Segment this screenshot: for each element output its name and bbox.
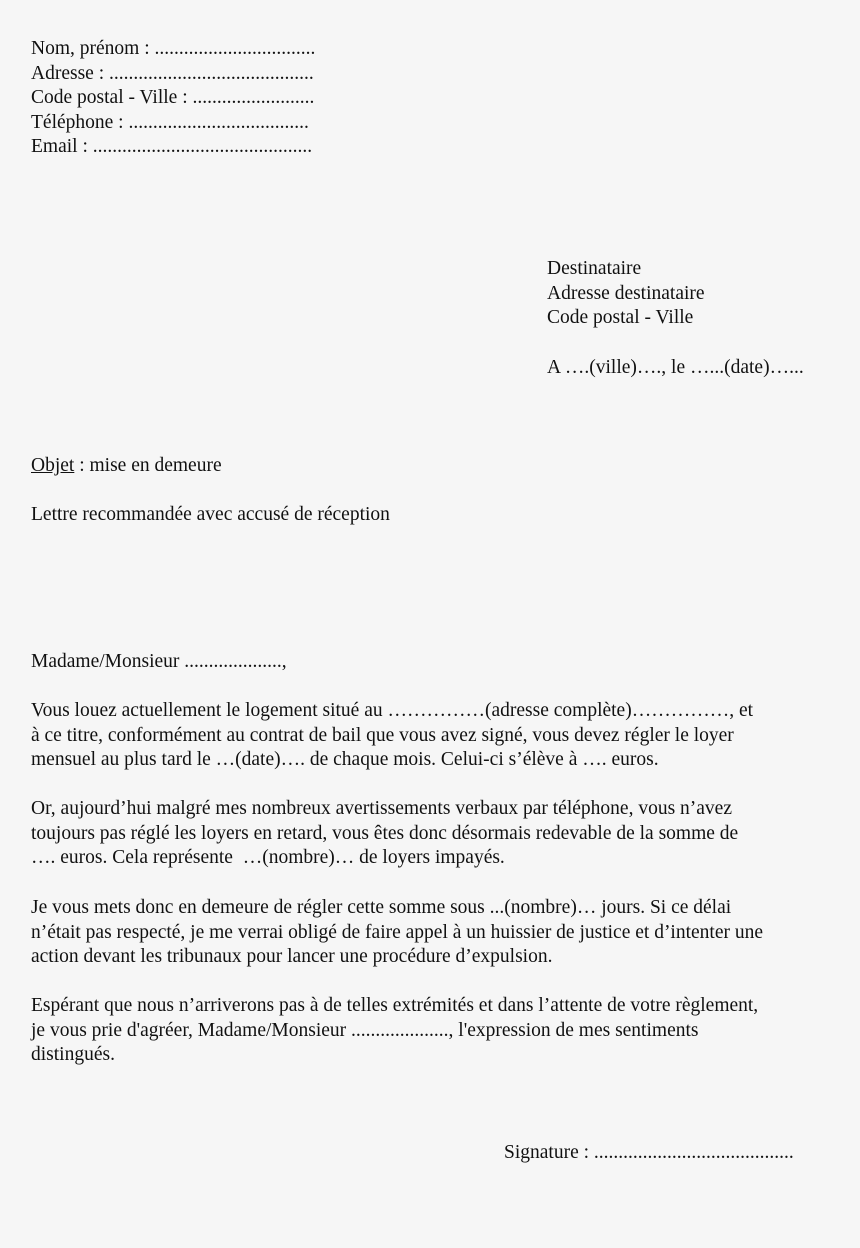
- paragraph-3: [31, 896, 763, 970]
- paragraph-line: n’était pas respecté, je me verrai obligé de faire appel à un huissier de justice et d’intenter une: [31, 921, 764, 943]
- paragraph-line: …. euros. Cela représente …(nombre)… de loyers impayés.: [31, 847, 505, 869]
- recipient-block: [547, 257, 705, 331]
- paragraph-line: Vous louez actuellement le logement situé au ……………(adresse complète)……………, et: [31, 700, 754, 721]
- paragraph-line: action devant les tribunaux pour lancer une procédure d’expulsion.: [31, 946, 553, 968]
- paragraph-line: Espérant que nous n’arriverons pas à de telles extrémités et dans l’attente de votre règlement,: [31, 995, 759, 1016]
- signature-line: Signature : .........................................: [504, 1142, 794, 1163]
- subject-text: : mise en demeure: [74, 455, 222, 476]
- paragraph-line: Or, aujourd’hui malgré mes nombreux avertissements verbaux par téléphone, vous n’avez: [31, 798, 732, 819]
- sender-phone-line: Téléphone : .....................................: [31, 111, 309, 133]
- paragraph-line: distingués.: [31, 1044, 115, 1066]
- paragraph-line: mensuel au plus tard le …(date)…. de chaque mois. Celui-ci s’élève à …. euros.: [31, 749, 659, 771]
- delivery-mode-line: Lettre recommandée avec accusé de réception: [31, 504, 390, 525]
- sender-email-line: Email : .............................................: [31, 136, 313, 158]
- recipient-name-line: Destinataire: [547, 258, 642, 279]
- recipient-postal-city-line: Code postal - Ville: [547, 307, 694, 329]
- paragraph-line: à ce titre, conformément au contrat de bail que vous avez signé, vous devez régler le loyer: [31, 724, 734, 746]
- sender-block: [31, 37, 315, 160]
- sender-address-line: Adresse : ..........................................: [31, 62, 314, 84]
- subject-label: Objet: [31, 455, 75, 476]
- sender-postal-city-line: Code postal - Ville : .........................: [31, 87, 315, 109]
- paragraph-line: toujours pas réglé les loyers en retard, vous êtes donc désormais redevable de la somme de: [31, 822, 739, 844]
- sender-name-line: Nom, prénom : .................................: [31, 38, 316, 59]
- salutation-line: Madame/Monsieur ....................,: [31, 651, 287, 672]
- subject-line: [31, 454, 222, 479]
- paragraph-4: [31, 994, 758, 1068]
- paragraph-line: Je vous mets donc en demeure de régler cette somme sous ...(nombre)… jours. Si ce délai: [31, 897, 732, 918]
- recipient-address-line: Adresse destinataire: [547, 282, 705, 304]
- paragraph-line: je vous prie d'agréer, Madame/Monsieur ...................., l'expression de mes sentiments: [31, 1019, 699, 1041]
- place-date-line: A ….(ville)…., le …...(date)…...: [547, 357, 804, 378]
- paragraph-2: [31, 797, 738, 871]
- paragraph-1: [31, 699, 753, 773]
